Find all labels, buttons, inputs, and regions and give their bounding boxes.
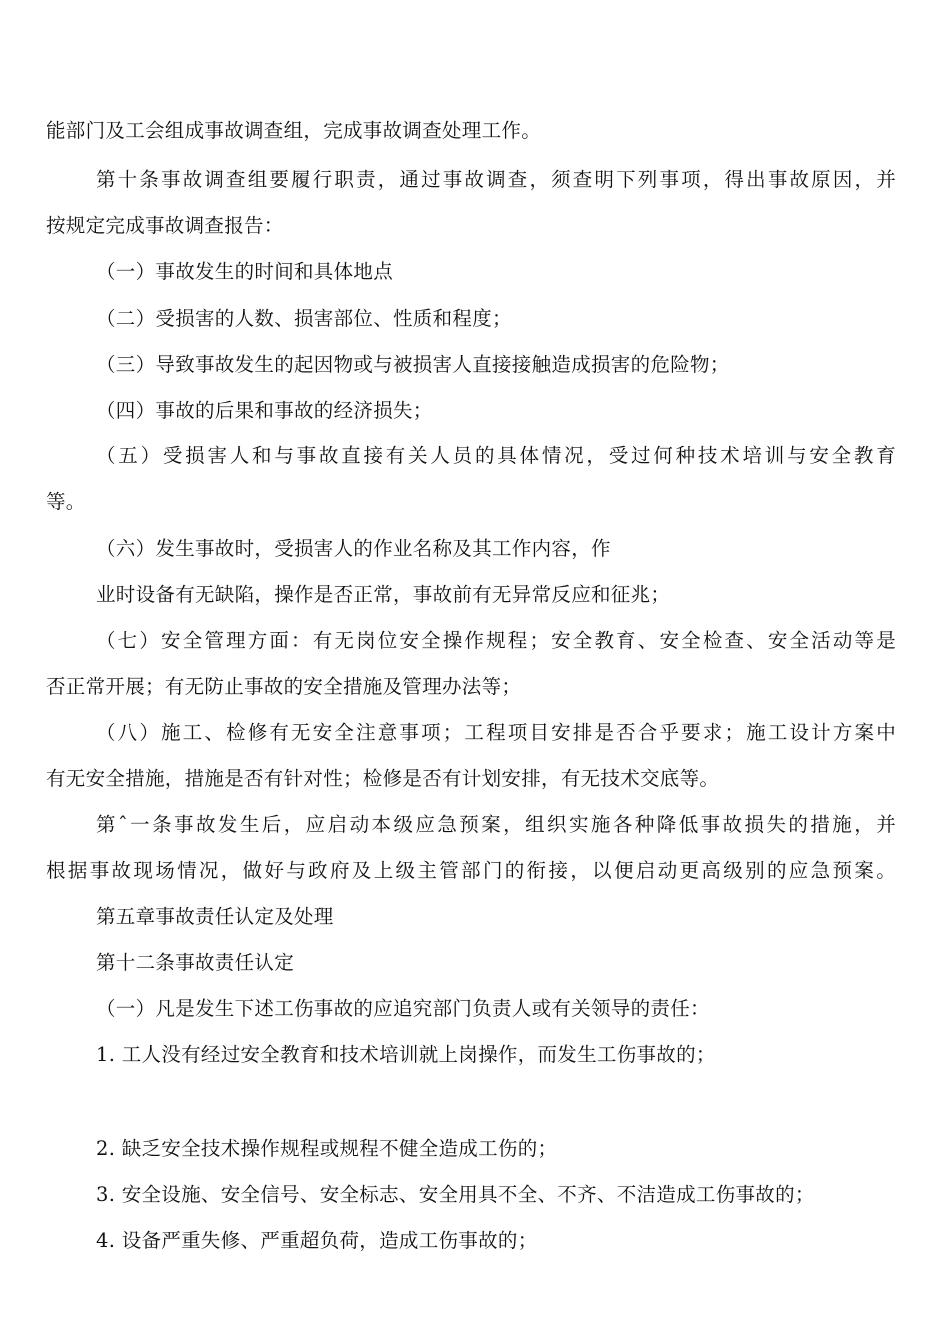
text-line: 3. 安全设施、安全信号、安全标志、安全用具不全、不齐、不洁造成工伤事故的；	[96, 1183, 815, 1206]
text-line: 第十条事故调查组要履行职责，通过事故调查，须查明下列事项，得出事故原因，并	[96, 168, 896, 191]
text-line: 2. 缺乏安全技术操作规程或规程不健全造成工伤的；	[96, 1137, 558, 1160]
text-line: 否正常开展；有无防止事故的安全措施及管理办法等；	[46, 675, 522, 698]
text-line: （一）凡是发生下述工伤事故的应追究部门负责人或有关领导的责任：	[96, 997, 710, 1020]
text-line: （三）导致事故发生的起因物或与被损害人直接接触造成损害的危险物；	[96, 353, 730, 376]
text-line: （一）事故发生的时间和具体地点	[96, 260, 394, 283]
text-line: （四）事故的后果和事故的经济损失；	[96, 399, 433, 422]
text-line: 根据事故现场情况，做好与政府及上级主管部门的衔接，以便启动更高级别的应急预案。	[46, 859, 896, 882]
text-line: （五）受损害人和与事故直接有关人员的具体情况，受过何种技术培训与安全教育	[96, 444, 896, 467]
text-line: 等。	[46, 490, 86, 513]
text-line: 能部门及工会组成事故调查组，完成事故调查处理工作。	[46, 119, 542, 142]
text-line: （六）发生事故时，受损害人的作业名称及其工作内容，作	[96, 537, 611, 560]
text-line: （七）安全管理方面：有无岗位安全操作规程；安全教育、安全检查、安全活动等是	[96, 629, 896, 652]
text-line: （八）施工、检修有无安全注意事项；工程项目安排是否合乎要求；施工设计方案中	[96, 721, 896, 744]
text-line: （二）受损害的人数、损害部位、性质和程度；	[96, 307, 512, 330]
text-line: 按规定完成事故调查报告：	[46, 214, 284, 237]
text-line: 第十二条事故责任认定	[96, 951, 295, 974]
text-line: 1. 工人没有经过安全教育和技术培训就上岗操作，而发生工伤事故的；	[96, 1043, 716, 1066]
text-line: 业时设备有无缺陷，操作是否正常，事故前有无异常反应和征兆；	[96, 583, 671, 606]
text-line: 4. 设备严重失修、严重超负荷，造成工伤事故的；	[96, 1229, 538, 1252]
text-line: 有无安全措施，措施是否有针对性；检修是否有计划安排，有无技术交底等。	[46, 767, 720, 790]
text-line: 第ˆ一条事故发生后，应启动本级应急预案，组织实施各种降低事故损失的措施，并	[96, 813, 896, 836]
text-line: 第五章事故责任认定及处理	[96, 905, 334, 928]
